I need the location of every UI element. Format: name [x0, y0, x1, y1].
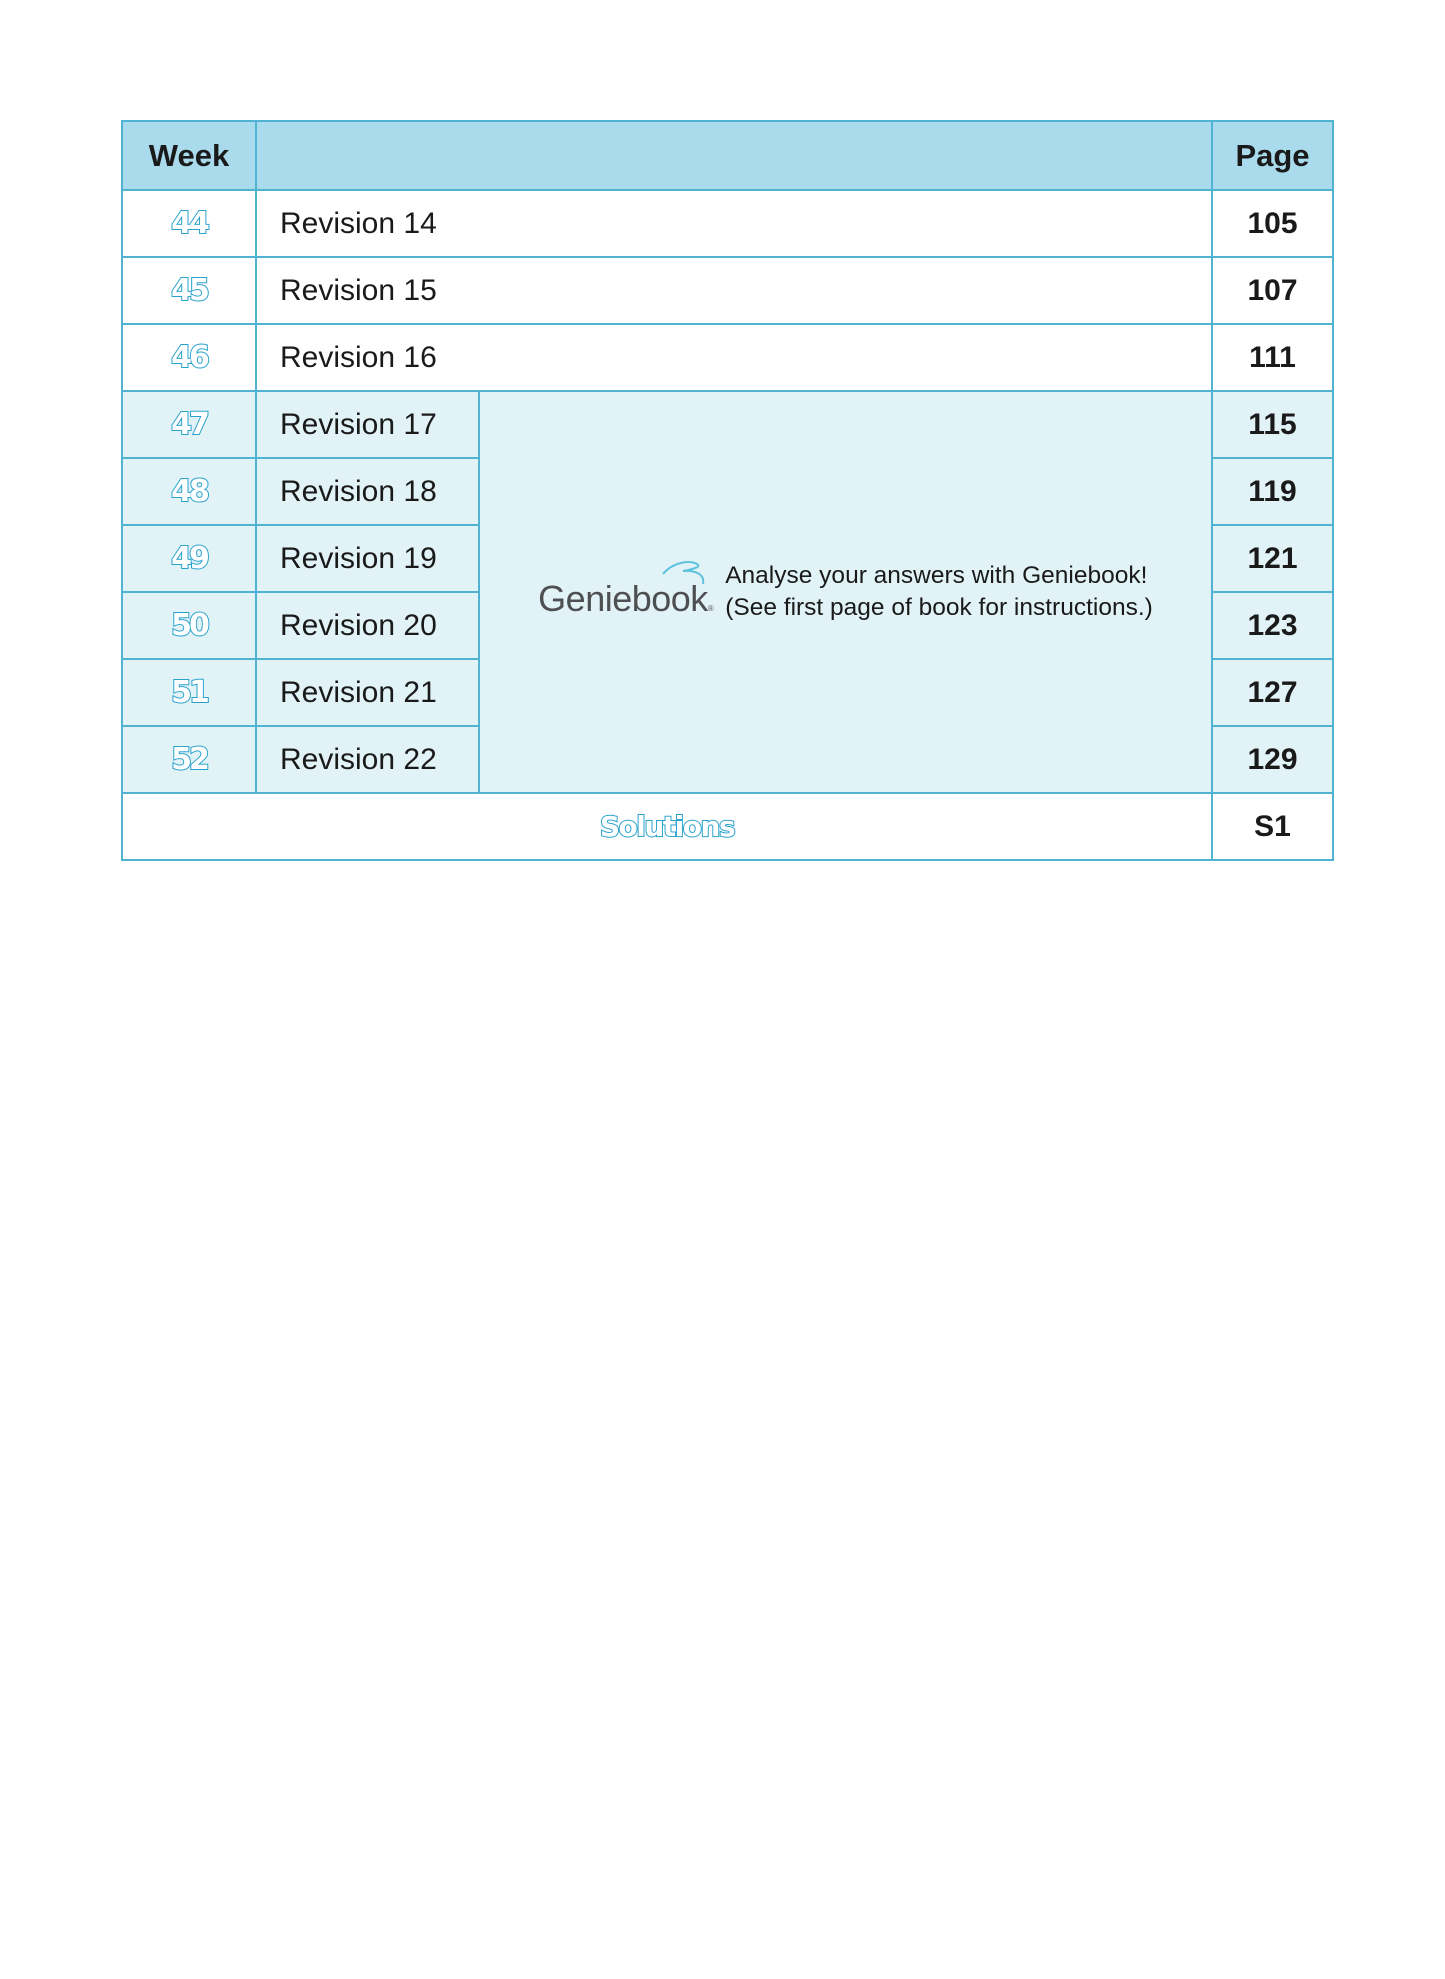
- solutions-row[interactable]: [122, 793, 1333, 860]
- page-number: 129: [1212, 726, 1333, 793]
- week-number: 44: [122, 190, 256, 257]
- header-row: [122, 121, 1333, 190]
- week-number: 45: [122, 257, 256, 324]
- row-title[interactable]: Revision 16: [256, 324, 1212, 391]
- geniebook-logo: Geniebook®: [538, 564, 713, 620]
- row-title[interactable]: Revision 19: [256, 525, 479, 592]
- table-row[interactable]: [122, 190, 1333, 257]
- geniebook-promo: [479, 391, 1212, 793]
- table-of-contents: [121, 120, 1334, 861]
- week-number: 47: [122, 391, 256, 458]
- page-number: 107: [1212, 257, 1333, 324]
- week-header: Week: [122, 121, 256, 190]
- table-row[interactable]: [122, 324, 1333, 391]
- page-number: 121: [1212, 525, 1333, 592]
- week-number: 52: [122, 726, 256, 793]
- page-number: 115: [1212, 391, 1333, 458]
- solutions-page: S1: [1212, 793, 1333, 860]
- swirl-icon: [659, 558, 709, 588]
- row-title[interactable]: Revision 21: [256, 659, 479, 726]
- title-header: [256, 121, 1212, 190]
- row-title[interactable]: Revision 22: [256, 726, 479, 793]
- page-number: 123: [1212, 592, 1333, 659]
- solutions-label: Solutions: [599, 810, 735, 843]
- week-number: 46: [122, 324, 256, 391]
- week-number: 48: [122, 458, 256, 525]
- row-title[interactable]: Revision 14: [256, 190, 1212, 257]
- promo-text: [725, 560, 1153, 624]
- table-row[interactable]: [122, 257, 1333, 324]
- page-number: 119: [1212, 458, 1333, 525]
- promo-line-2: (See first page of book for instructions.): [725, 594, 1153, 621]
- solutions-cell[interactable]: [122, 793, 1212, 860]
- row-title[interactable]: Revision 17: [256, 391, 479, 458]
- week-number: 49: [122, 525, 256, 592]
- row-title[interactable]: Revision 18: [256, 458, 479, 525]
- week-number: 50: [122, 592, 256, 659]
- table-row[interactable]: [122, 391, 1333, 458]
- row-title[interactable]: Revision 15: [256, 257, 1212, 324]
- page-header: Page: [1212, 121, 1333, 190]
- row-title[interactable]: Revision 20: [256, 592, 479, 659]
- promo-line-1: Analyse your answers with Geniebook!: [725, 562, 1148, 589]
- week-number: 51: [122, 659, 256, 726]
- page-number: 111: [1212, 324, 1333, 391]
- page-number: 105: [1212, 190, 1333, 257]
- page-number: 127: [1212, 659, 1333, 726]
